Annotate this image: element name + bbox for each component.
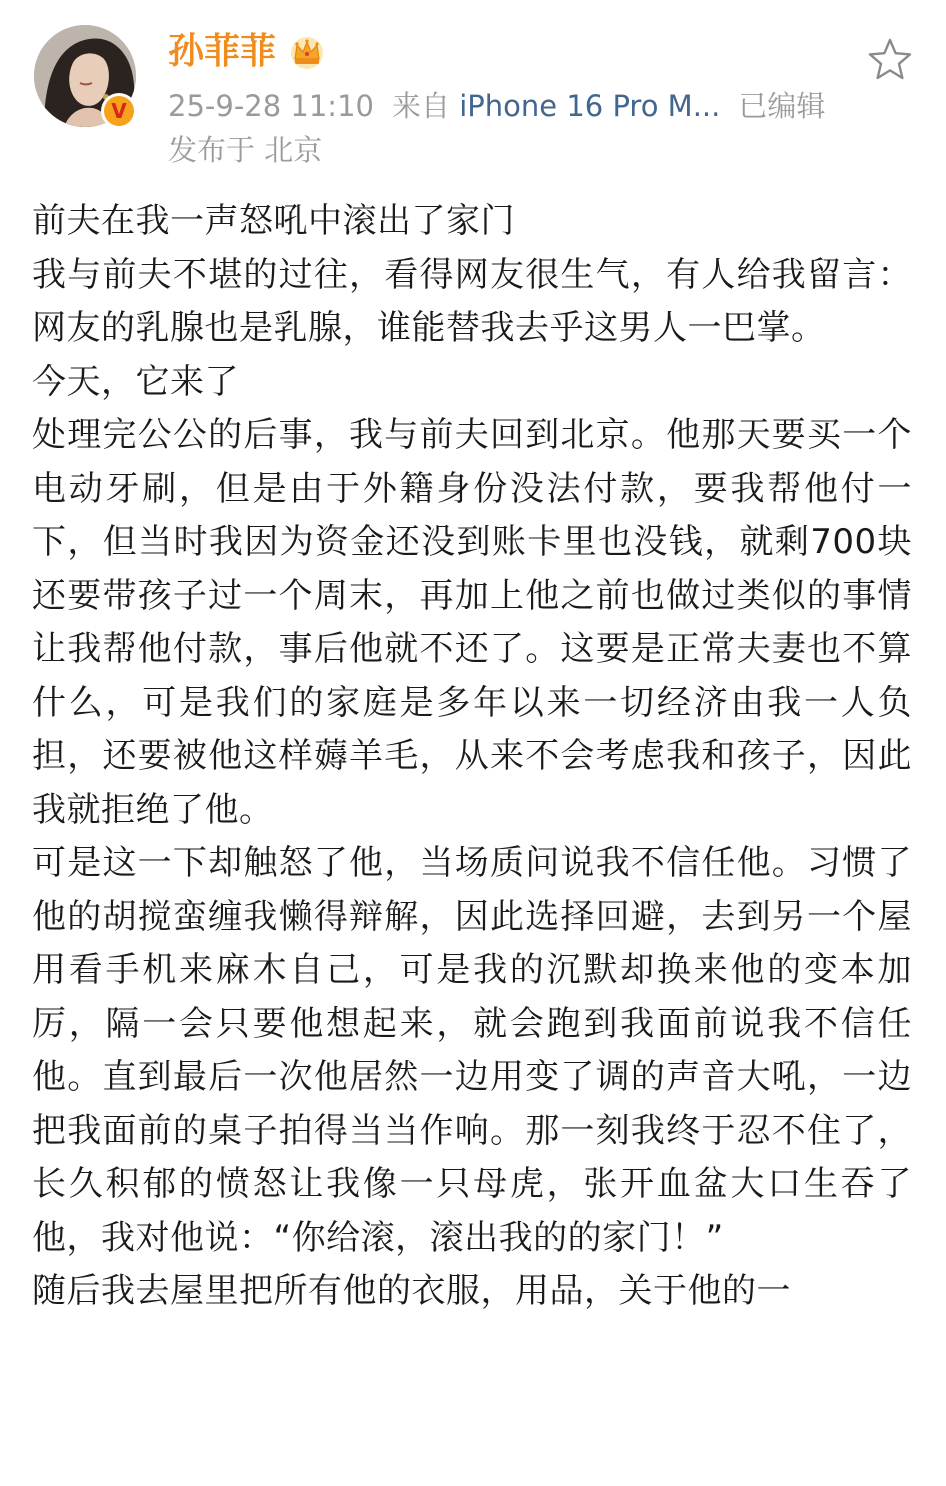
- post-body: [32, 195, 912, 1319]
- post-paragraph: 前夫在我一声怒吼中滚出了家门: [32, 201, 515, 241]
- post-meta: [168, 86, 825, 126]
- source-prefix: 来自: [391, 89, 450, 123]
- verified-badge-icon: V: [101, 93, 137, 129]
- post-location: 发布于 北京: [168, 133, 323, 167]
- post-paragraph: 今天，它来了: [32, 361, 239, 402]
- post-paragraph: 我与前夫不堪的过往，看得网友很生气，有人给我留言：网友的乳腺也是乳腺，谁能替我去乎这男人一巴掌。: [32, 254, 912, 348]
- edited-label[interactable]: 已编辑: [738, 89, 826, 123]
- post-paragraph: 可是这一下却触怒了他，当场质问说我不信任他。习惯了他的胡搅蛮缠我懒得辩解，因此选择回避，去到另一个屋用看手机来麻木自己，可是我的沉默却换来他的变本加厉，隔一会只要他想起来，就会跑到我面前说我不信任他。直到最后一次他居然一边用变了调的声音大吼，一边把我面前的桌子拍得当当作响。那一刻我终于忍不住了，长久积郁的愤怒让我像一只母虎，张开血盆大口生吞了他，我对他说：“你给滚，滚出我的的家门！”: [32, 843, 912, 1258]
- crown-icon: [288, 33, 326, 71]
- device-link[interactable]: iPhone 16 Pro M...: [459, 89, 721, 123]
- username-row: [168, 28, 326, 76]
- username[interactable]: 孙菲菲: [168, 31, 277, 72]
- post-time: 25-9-28 11:10: [168, 89, 374, 123]
- star-icon[interactable]: [866, 36, 914, 84]
- post-paragraph: 处理完公公的后事，我与前夫回到北京。他那天要买一个电动牙刷，但是由于外籍身份没法付款，要我帮他付一下，但当时我因为资金还没到账卡里也没钱，就剩700块还要带孩子过一个周末，再加上他之前也做过类似的事情让我帮他付款，事后他就不还了。这要是正常夫妻也不算什么，可是我们的家庭是多年以来一切经济由我一人负担，还要被他这样薅羊毛，从来不会考虑我和孩子，因此我就拒绝了他。: [32, 415, 912, 830]
- post-paragraph: 随后我去屋里把所有他的衣服，用品，关于他的一: [32, 1271, 791, 1311]
- post-header: [0, 0, 946, 190]
